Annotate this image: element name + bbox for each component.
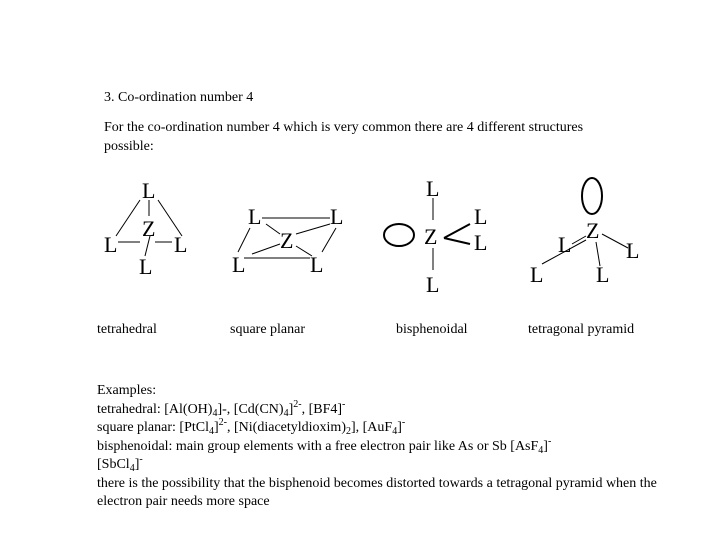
pyr-ligand-bl: L [530,262,544,287]
sq-ligand-bl: L [232,252,246,277]
lone-pair-ellipse [384,224,414,246]
sq-ligand-br: L [310,252,324,277]
tetrahedral-structure [104,178,187,279]
tetra-ligand-left: L [104,232,118,257]
examples-tetrahedral: tetrahedral: $[Al(OH)_4]-$, $[Cd(CN)_4]^{2-}$, [BF4]- [97,398,346,419]
sq-center: Z [280,228,294,253]
pyramid-lone-pair-ellipse [582,178,602,214]
tetra-ligand-top: L [142,178,156,203]
caption-tetrahedral: tetrahedral [97,322,157,337]
bisphenoidal-structure [384,176,487,297]
caption-bisphenoidal: bisphenoidal [396,322,468,337]
pyr-ligand-br: L [596,262,610,287]
tetragonal-pyramid-structure [530,178,639,287]
sq-ligand-tr: L [330,204,344,229]
section-heading: 3. Co-ordination number 4 [104,90,254,105]
tetra-ligand-bottom: L [139,254,153,279]
examples-title: Examples: [97,383,157,398]
examples-square-planar: square planar: [PtCl$_4$]$^{2-}$, $[Ni(diacetyldioxim)_2]$, [AuF$_4$]- [97,417,406,437]
bis-ligand-bottom: L [426,272,440,297]
bis-ligand-lower-right: L [474,230,488,255]
examples-block [97,382,657,512]
caption-tetragonal-pyramid: tetragonal pyramid [528,322,635,337]
square-planar-structure [232,204,343,277]
pyr-center: Z [586,218,600,243]
examples-bisphenoidal-cont: [SbCl$_4$]- [97,454,143,474]
intro-paragraph: For the co-ordination number 4 which is very common there are 4 different structures possible: [104,120,584,154]
bis-ligand-upper-right: L [474,204,488,229]
caption-square-planar: square planar [230,322,306,337]
examples-bisphenoidal: bisphenoidal: main group elements with a free electron pair like As or Sb [AsF$_4$]- [97,435,552,456]
bis-ligand-top: L [426,176,440,201]
tetra-ligand-right: L [174,232,188,257]
tetra-center: Z [142,216,156,241]
sq-ligand-tl: L [248,204,262,229]
pyr-ligand-left: L [558,232,572,257]
pyr-ligand-right: L [626,238,640,263]
bis-center: Z [424,224,438,249]
examples-note: there is the possibility that the bisphenoid becomes distorted towards a tetragonal pyramid when the electron pair needs more space [97,475,657,509]
